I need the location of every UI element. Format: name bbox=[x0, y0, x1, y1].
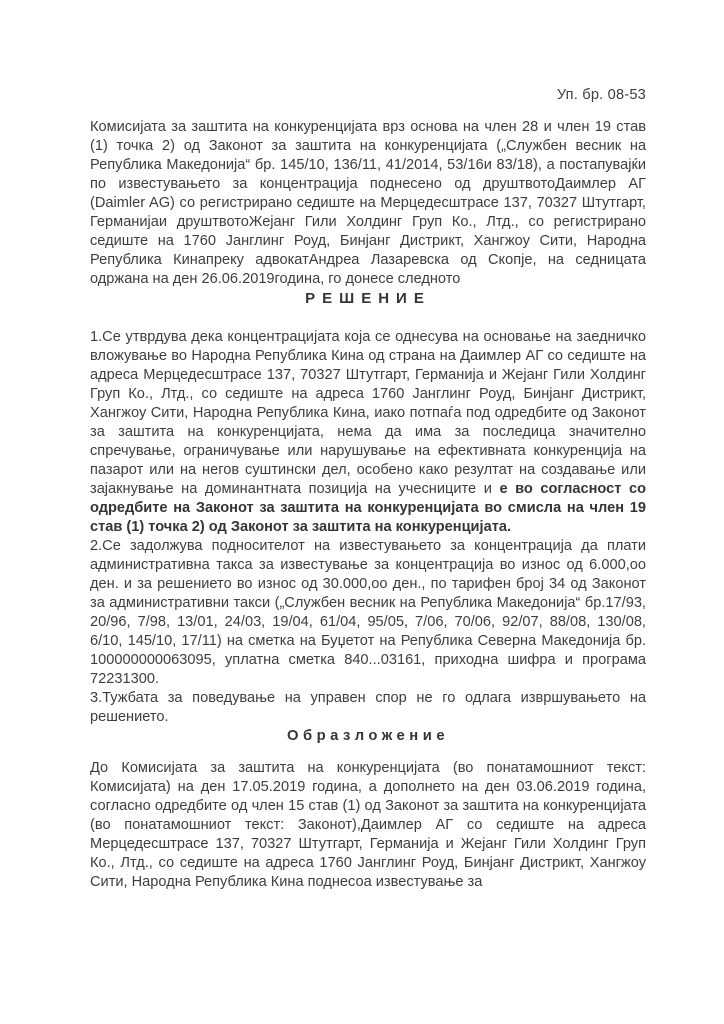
decision-point-1-text: 1.Се утврдува дека концентрацијата која се однесува на основање на заедничко вложување во Народна Република Кина од страна на Даимлер АГ со седиште на адреса Мерцедесштрасе 137, 70327 Штутгарт, Германија и Жејанг Гили Холдинг Груп Ко., Лтд., со седиште на адреса 1760 Јанглинг Роуд, Бинјанг Дистрикт, Хангжоу Сити, Народна Република Кина, иако потпаѓа под одредбите од Законот за заштита на конкуренцијата, нема да има за последица значително спречување, ограничување или нарушување на ефективната конкуренција на пазарот или на негов суштински дел, особено како резултат на создавање или зајакнување на доминантната позиција на учесниците и bbox=[90, 329, 646, 497]
document-content bbox=[90, 86, 646, 892]
decision-point-3: 3.Тужбата за поведување на управен спор не го одлага извршувањето на решението. bbox=[90, 690, 646, 725]
decision-point-2: 2.Се задолжува подносителот на известувањето за концентрација да плати административна такса за известување за концентрација во износ од 6.000,оо ден. и за решението во износ од 30.000,оо ден., по тарифен број 34 од Законот за административни такси („Службен весник на Република Македонија“ бр.17/93, 20/96, 7/98, 13/01, 24/03, 19/04, 61/04, 95/05, 7/06, 70/06, 92/07, 88/08, 130/08, 6/10, 145/10, 17/11) на сметка на Буџетот на Република Северна Македонија бр. 100000000063095, уплатна сметка 840...03161, приходна шифра и програма 72231300. bbox=[90, 538, 646, 687]
rationale-heading: Образложение bbox=[286, 728, 450, 744]
case-reference-number: Уп. бр. 08-53 bbox=[556, 87, 646, 103]
intro-paragraph: Комисијата за заштита на конкуренцијата врз основа на член 28 и член 19 став (1) точка 2) од Законот за заштита на конкуренцијата („Службен весник на Република Македонија“ бр. 145/10, 136/11, 41/2014, 53/16и 83/18), а постапувајќи по известувањето за концентрација поднесено од друштвотоДаимлер АГ (Daimler AG) со регистрирано седиште на Мерцедесштрасе 137, 70327 Штутгарт, Германијаи друштвотоЖејанг Гили Холдинг Груп Ко., Лтд., со регистрирано седиште на 1760 Јанглинг Роуд, Бинјанг Дистрикт, Хангжоу Сити, Народна Република Кинапреку адвокатАндреа Лазаревска од Скопје, на седницата одржана на ден 26.06.2019година, го донесе следното bbox=[90, 119, 646, 287]
decision-point-1 bbox=[90, 328, 646, 537]
rationale-paragraph: До Комисијата за заштита на конкуренцијата (во понатамошниот текст: Комисијата) на ден 17.05.2019 година, а дополнето на ден 03.06.2019 година, согласно одредбите од член 15 став (1) од Законот за заштита на конкуренцијата (во понатамошниот текст: Законот),Даимлер АГ со седиште на адреса Мерцедесштрасе 137, 70327 Штутгарт, Германија и Жејанг Гили Холдинг Груп Ко., Лтд., со седиште на адреса 1760 Јанглинг Роуд, Бинјанг Дистрикт, Хангжоу Сити, Народна Република Кина поднесоа известување за bbox=[90, 760, 646, 890]
decision-heading: РЕШЕНИЕ bbox=[305, 290, 431, 307]
decision-point-1-bold-text: е во согласност со одредбите на Законот за заштита на конкуренцијата во смисла на член 19 став (1) точка 2) од Законот за заштита на конкуренцијата. bbox=[90, 481, 646, 535]
